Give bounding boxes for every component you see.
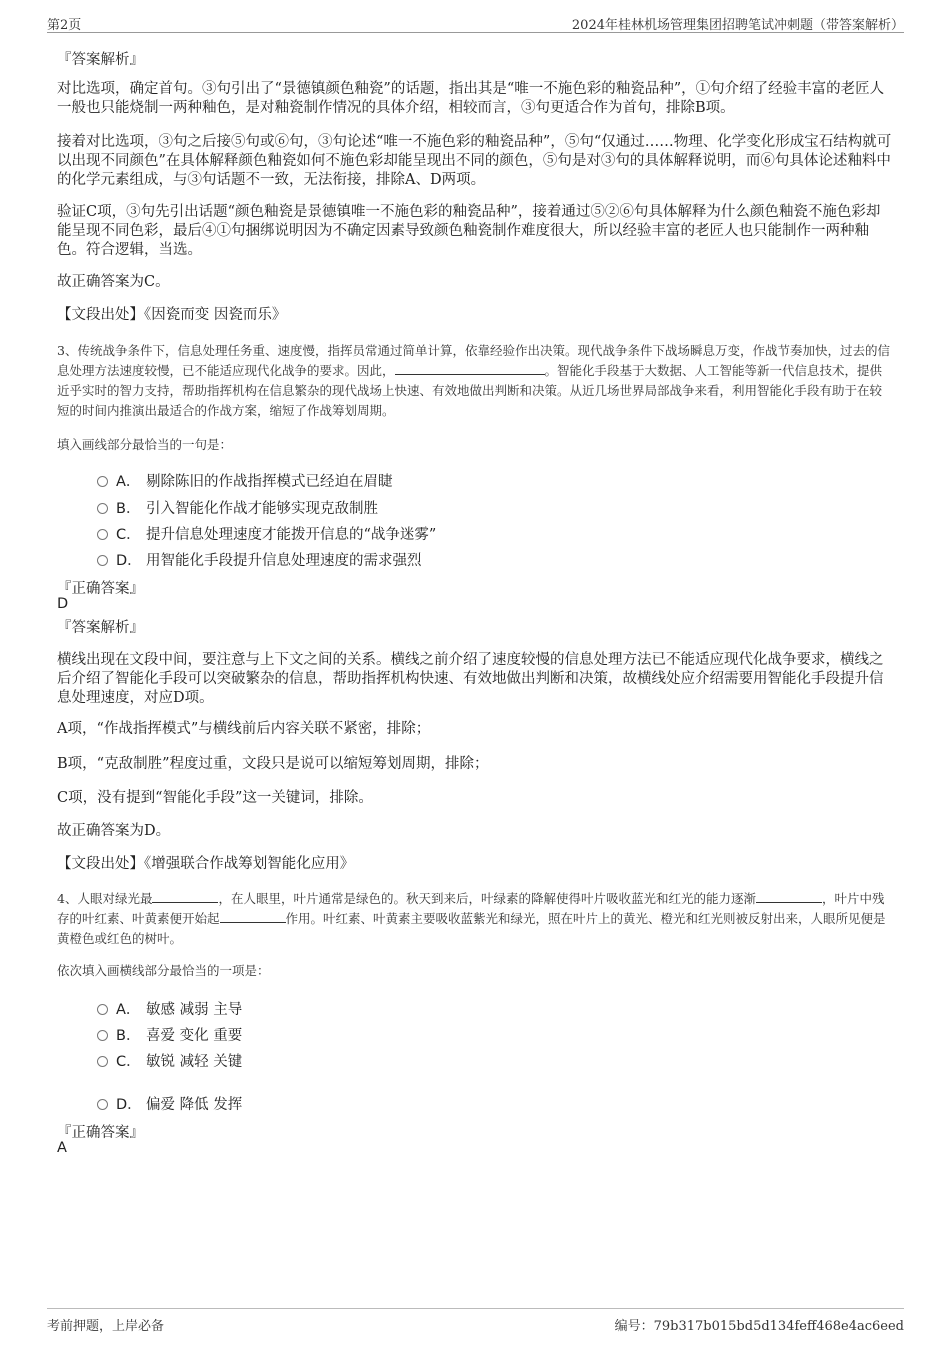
question-prompt: 依次填入画横线部分最恰当的一项是： bbox=[57, 963, 270, 978]
analysis-tag: 『答案解析』 bbox=[57, 620, 144, 636]
blank-line bbox=[152, 890, 218, 903]
radio-button-icon[interactable] bbox=[97, 503, 108, 514]
correct-answer-tag: 『正确答案』 bbox=[57, 1125, 144, 1141]
radio-button-icon[interactable] bbox=[97, 476, 108, 487]
correct-answer: A bbox=[57, 1140, 67, 1156]
analysis-paragraph: 对比选项，确定首句。③句引出了“景德镇颜色釉瓷”的话题，指出其是“唯一不施色彩的釉瓷品种”，①句介绍了经验丰富的老匠人一般也只能烧制一两种釉色，是对釉瓷制作情况的具体介绍，相较而言，③句更适合作为首句，排除B项。 bbox=[57, 81, 885, 116]
option-a[interactable]: A． 剔除陈旧的作战指挥模式已经迫在眉睫 bbox=[97, 470, 393, 490]
question-stem: 4、人眼对绿光最 ，在人眼里，叶片通常是绿色的。秋天到来后，叶绿素的降解使得叶片吸收蓝光和红光的能力逐渐 ，叶片中残存的叶红素、叶黄素便开始起 作用。叶红素、叶黄素主要吸收蓝紫光和绿光，照在叶片上的黄光、橙光和红光则被反射出来，人眼所见便是黄橙色或红色的树叶。 bbox=[57, 891, 886, 946]
source-citation: 【文段出处】《因瓷而变 因瓷而乐》 bbox=[57, 307, 287, 323]
analysis-paragraph: A项，“作战指挥模式”与横线前后内容关联不紧密，排除； bbox=[57, 721, 431, 737]
blank-line bbox=[756, 890, 822, 903]
source-citation: 【文段出处】《增强联合作战筹划智能化应用》 bbox=[57, 856, 355, 872]
analysis-paragraph: B项，“克敌制胜”程度过重，文段只是说可以缩短筹划周期，排除； bbox=[57, 756, 489, 772]
question-stem: 3、传统战争条件下，信息处理任务重、速度慢，指挥员常通过简单计算，依靠经验作出决策。现代战争条件下战场瞬息万变，作战节奏加快，过去的信息处理方法速度较慢，已不能适应现代化战争的要求。因此， 。智能化手段基于大数据、人工智能等新一代信息技术，提供近乎实时的智力支持，帮助指挥机构在信息繁杂的现代战场上快速、有效地做出判断和决策。从近几场世界局部战争来看，利用智能化手段有助于在较短的时间内推演出最适合的作战方案，缩短了作战筹划周期。 bbox=[57, 343, 890, 418]
answer-statement: 故正确答案为D。 bbox=[57, 823, 171, 839]
option-b[interactable]: B． 引入智能化作战才能够实现克敌制胜 bbox=[97, 497, 378, 517]
option-a[interactable]: A． 敏感 减弱 主导 bbox=[97, 998, 242, 1018]
radio-button-icon[interactable] bbox=[97, 529, 108, 540]
radio-button-icon[interactable] bbox=[97, 555, 108, 566]
option-b[interactable]: B． 喜爱 变化 重要 bbox=[97, 1024, 242, 1044]
blank-line bbox=[395, 362, 545, 375]
radio-button-icon[interactable] bbox=[97, 1004, 108, 1015]
option-d[interactable]: D． 偏爱 降低 发挥 bbox=[97, 1093, 242, 1113]
page-footer bbox=[47, 1308, 904, 1339]
page-number: 第2页 bbox=[47, 18, 82, 33]
correct-answer: D bbox=[57, 596, 69, 612]
analysis-paragraph: 验证C项，③句先引出话题“颜色釉瓷是景德镇唯一不施色彩的釉瓷品种”，接着通过⑤②⑥句具体解释为什么颜色釉瓷不施色彩却能呈现不同色彩，最后④①句捆绑说明因为不确定因素导致颜色釉瓷制作难度很大，所以经验丰富的老匠人也只能制作一两种釉色。符合逻辑，当选。 bbox=[57, 204, 881, 258]
footer-slogan: 考前押题，上岸必备 bbox=[47, 1319, 165, 1334]
radio-button-icon[interactable] bbox=[97, 1099, 108, 1110]
analysis-paragraph: 横线出现在文段中间，要注意与上下文之间的关系。横线之前介绍了速度较慢的信息处理方法已不能适应现代化战争要求，横线之后介绍了智能化手段可以突破繁杂的信息，帮助指挥机构快速、有效地做出判断和决策，故横线处应介绍需要用智能化手段提升信息处理速度，对应D项。 bbox=[57, 652, 884, 706]
analysis-paragraph: 接着对比选项，③句之后接⑤句或⑥句，③句论述“唯一不施色彩的釉瓷品种”，⑤句“仅通过……物理、化学变化形成宝石结构就可以出现不同颜色”在具体解释颜色釉瓷如何不施色彩却能呈现出不同的颜色，⑤句是对③句的具体解释说明，而⑥句具体论述釉料中的化学元素组成，与③句话题不一致，无法衔接，排除A、D两项。 bbox=[57, 134, 892, 188]
analysis-paragraph: C项，没有提到“智能化手段”这一关键词，排除。 bbox=[57, 790, 373, 806]
radio-button-icon[interactable] bbox=[97, 1056, 108, 1067]
option-c[interactable]: C． 提升信息处理速度才能拨开信息的“战争迷雾” bbox=[97, 523, 436, 543]
page-header bbox=[47, 14, 904, 33]
document-title: 2024年桂林机场管理集团招聘笔试冲刺题（带答案解析） bbox=[571, 18, 904, 33]
answer-statement: 故正确答案为C。 bbox=[57, 274, 170, 290]
analysis-tag: 『答案解析』 bbox=[57, 52, 144, 68]
option-d[interactable]: D． 用智能化手段提升信息处理速度的需求强烈 bbox=[97, 549, 422, 569]
document-id: 编号：79b317b015bd5d134feff468e4ac6eed bbox=[614, 1319, 904, 1334]
correct-answer-tag: 『正确答案』 bbox=[57, 581, 144, 597]
blank-line bbox=[220, 910, 286, 923]
radio-button-icon[interactable] bbox=[97, 1030, 108, 1041]
option-c[interactable]: C． 敏锐 减轻 关键 bbox=[97, 1050, 242, 1070]
question-prompt: 填入画线部分最恰当的一句是： bbox=[57, 437, 233, 452]
